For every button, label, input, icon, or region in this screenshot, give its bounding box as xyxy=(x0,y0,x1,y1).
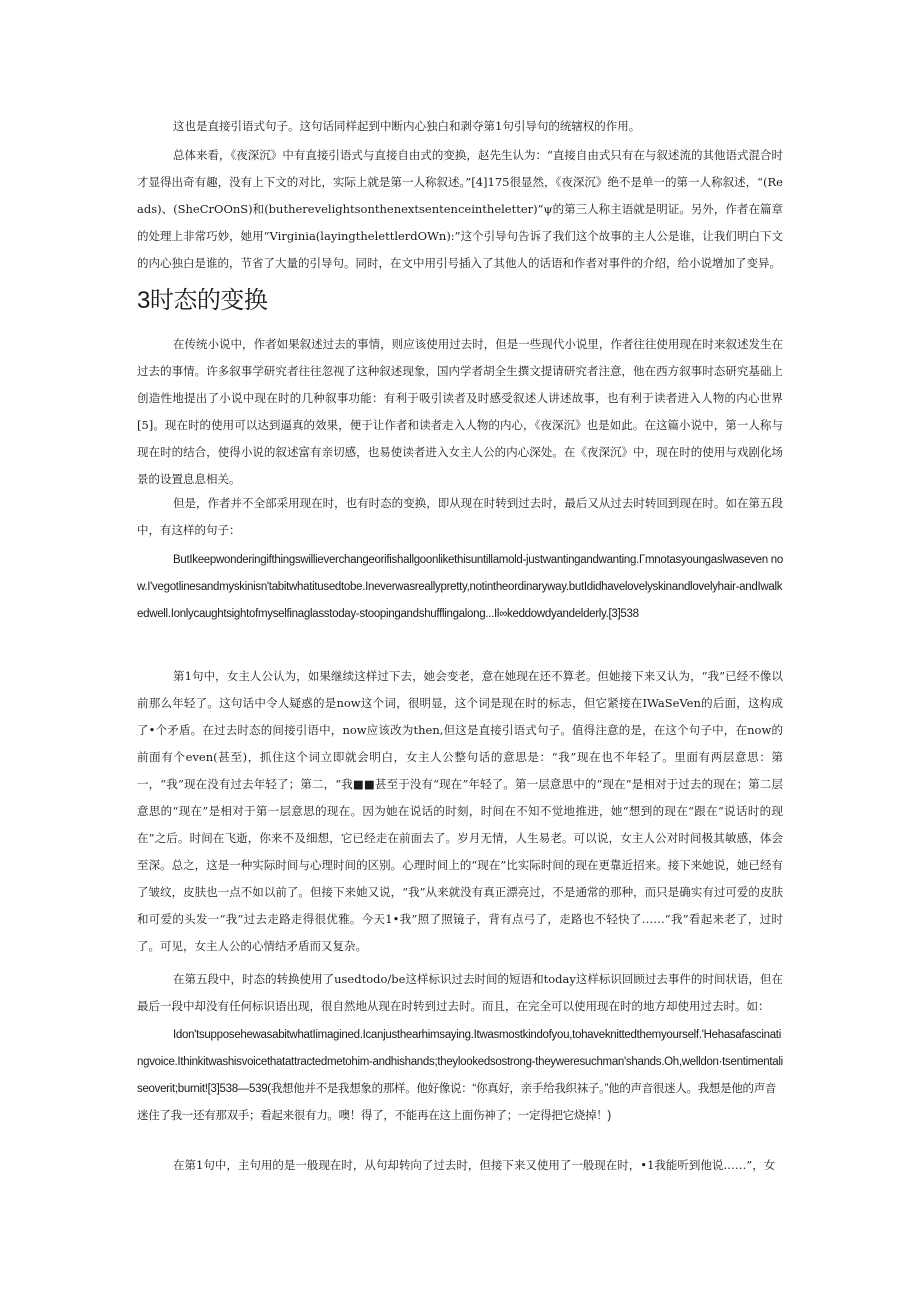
quote-2: Idon'tsupposehewasabitwhatIimagined.Icanjusthearhimsaying.Itwasmostkindofyou,tohaveknittedthemyourself.'Hehasafascinatingvoice.Ithinkitwashisvoicethatattractedmetohim-andhishands;theylookedsostrong-theyweresuchman'shands.Oh,welldon·tsentimentaliseoverit;burnit![3]538—539(我想他并不是我想象的那样。他好像说：“你真好，亲手给我织袜子。”他的声音很迷人。我想是他的声音迷住了我一还有那双手；看起来很有力。噢！得了，不能再在这上面伤神了；一定得把它烧掉！) xyxy=(137,1029,783,1122)
paragraph-7: 在第1句中，主句用的是一般现在时，从句却转向了过去时，但接下来又使用了一般现在时，•1我能听到他说……”，女 xyxy=(173,1158,776,1172)
paragraph-2: 总体来看，《夜深沉》中有直接引语式与直接自由式的变换，赵先生认为：“直接自由式只有在与叙述流的其他语式混合时才显得出奇有趣，没有上下文的对比，实际上就是第一人称叙述。”[4]175很显然，《夜深沉》绝不是单一的第一人称叙述，“(Reads)、(SheCrOOnS)和(butherevelightsonthenextsentenceintheletter)”ψ的第三人称主语就是明证。另外，作者在篇章的处理上非常巧妙，她用“Virginia(layingthelettlerdOWn):”这个引导句告诉了我们这个故事的主人公是谁，让我们明白下文的内心独白是谁的，节省了大量的引导句。同时，在文中用引号插入了其他人的话语和作者对事件的介绍，给小说增加了变异。 xyxy=(137,148,783,270)
paragraph-4: 但是，作者并不全部采用现在时，也有时态的变换，即从现在时转到过去时，最后又从过去时转回到现在时。如在第五段中，有这样的句子： xyxy=(137,496,783,537)
section-heading: 3时态的变换 xyxy=(137,287,268,314)
paragraph-5: 第1句中，女主人公认为，如果继续这样过下去，她会变老，意在她现在还不算老。但她接下来又认为，“我”已经不像以前那么年轻了。这句话中令人疑惑的是now这个词，很明显，这个词是现在时的标志，但它紧接在IWaSeVen的后面，这构成了•个矛盾。在过去时态的间接引语中，now应该改为then,但这是直接引语式句子。值得注意的是，在这个句子中，在now的前面有个even(甚至)，抓住这个词立即就会明白，女主人公整句话的意思是：“我”现在也不年轻了。里面有两层意思：第一，“我”现在没有过去年轻了；第二，“我■■甚至于没有“现在”年轻了。第一层意思中的“现在”是相对于过去的现在；第二层意思的“现在”是相对于第一层意思的现在。因为她在说话的时刻，时间在不知不觉地推进，她“想到的现在“跟在“说话时的现在”之后。时间在飞逝，你来不及细想，它已经走在前面去了。岁月无情，人生易老。可以说，女主人公对时间极其敏感，体会至深。总之，这是一种实际时间与心理时间的区别。心理时间上的“现在”比实际时间的现在更靠近招来。接下来她说，她已经有了皱纹，皮肤也一点不如以前了。但接下来她又说，“我”从来就没有真正漂亮过，不是通常的那种，而只是确实有过可爱的皮肤和可爱的头发一“我”过去走路走得很优雅。今天1•我”照了照镜子，背有点弓了，走路也不轻快了……“我”看起来老了，过时了。可见，女主人公的心情结矛盾而又复杂。 xyxy=(137,669,783,953)
paragraph-1: 这也是直接引语式句子。这句话同样起到中断内心独白和剥夺第1句引导句的统辖权的作用。 xyxy=(173,119,641,133)
quote-1: ButIkeepwonderingifthingswillieverchangeorifishallgoonlikethisuntillamold-justwantingandwanting.Γmnotasyoungaslwaseven now.I'vegotlinesandmyskinisn'tabitwhatitusedtobe.Ineverwasreallypretty,notintheordinaryway.butIdidhavelovelyskinandlovelyhair-andIwalkedwell.Ionlycaughtsightofmyselfinaglasstoday-stoopingandshufflingalong...Il∞keddowdyandelderly.[3]538 xyxy=(137,554,783,620)
paragraph-3: 在传统小说中，作者如果叙述过去的事情，则应该使用过去时，但是一些现代小说里，作者往往使用现在时来叙述发生在过去的事情。许多叙事学研究者往往忽视了这种叙述现象，国内学者胡全生撰文提请研究者注意，他在西方叙事时态研究基础上创造性地提出了小说中现在时的几种叙事功能：有利于吸引读者及时感受叙述人讲述故事，也有利于读者进入人物的内心世界[5]。现在时的使用可以达到逼真的效果，便于让作者和读者走入人物的内心，《夜深沉》也是如此。在这篇小说中，第一人称与现在时的结合，使得小说的叙述富有亲切感，也易使读者进入女主人公的内心深处。在《夜深沉》中，现在时的使用与戏剧化场景的设置息息相关。 xyxy=(137,337,783,486)
paragraph-6: 在第五段中，时态的转换使用了usedtodo/be这样标识过去时间的短语和today这样标识回顾过去事件的时间状语，但在最后一段中却没有任何标识语出现，很自然地从现在时转到过去时。而且，在完全可以使用现在时的地方却使用过去时。如： xyxy=(137,972,783,1013)
